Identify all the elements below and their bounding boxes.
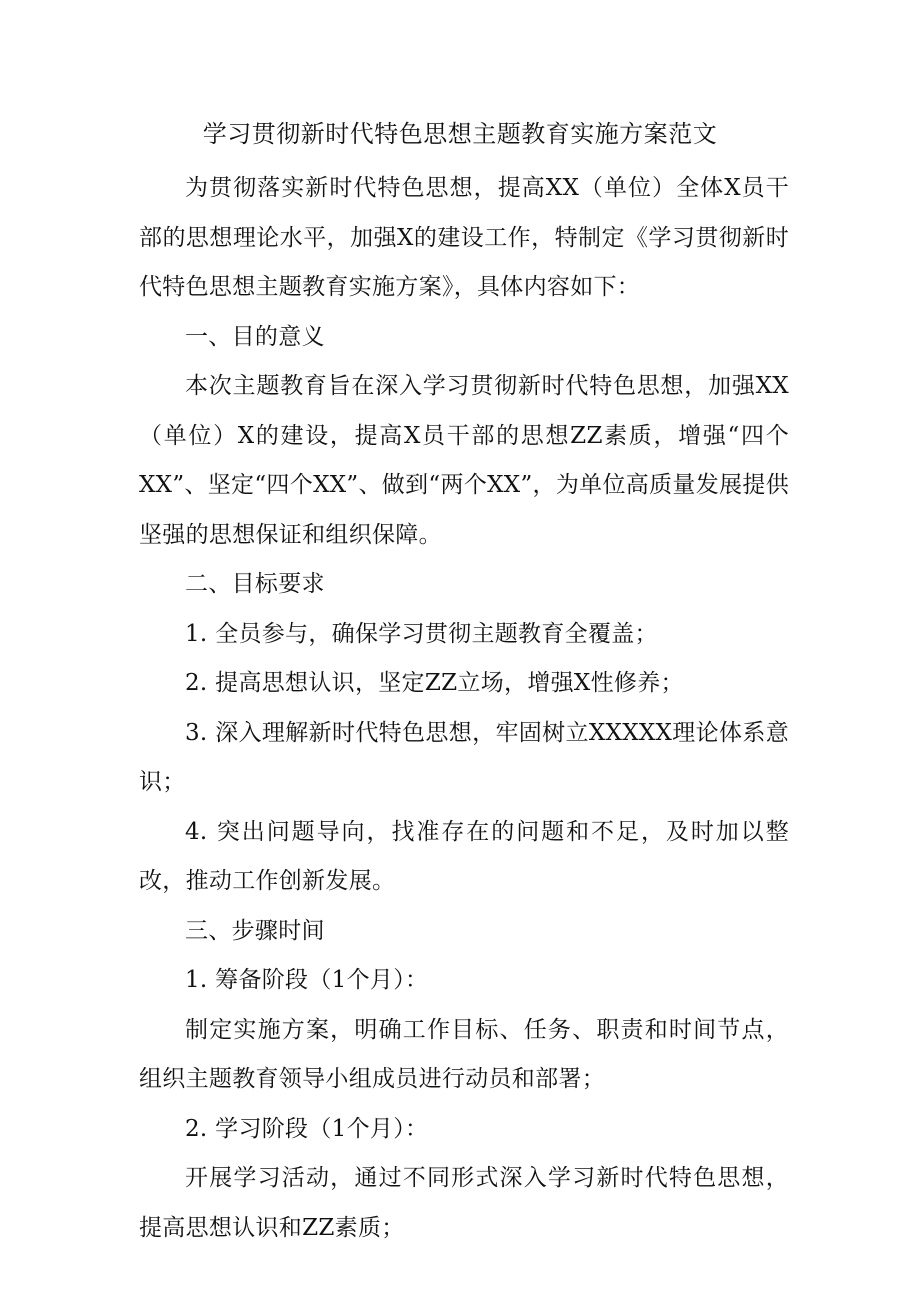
schedule-stage-2-heading: 2. 学习阶段（1个月）： <box>185 1115 429 1142</box>
section-heading-purpose: 一、目的意义 <box>185 323 325 350</box>
intro-paragraph: 为贯彻落实新时代特色思想，提高XX（单位）全体X员干部的思想理论水平，加强X的建设工作，特制定《学习贯彻新时代特色思想主题教育实施方案》，具体内容如下： <box>139 175 789 300</box>
section-heading-schedule: 三、步骤时间 <box>185 917 325 944</box>
goal-item-4: 4. 突出问题导向，找准存在的问题和不足，及时加以整改，推动工作创新发展。 <box>139 818 789 894</box>
purpose-paragraph: 本次主题教育旨在深入学习贯彻新时代特色思想，加强XX（单位）X的建设，提高X员干部的思想ZZ素质，增强“四个XX”、坚定“四个XX”、做到“两个XX”，为单位高质量发展提供坚强的思想保证和组织保障。 <box>139 373 789 548</box>
document-title: 学习贯彻新时代特色思想主题教育实施方案范文 <box>202 120 718 148</box>
goal-item-1: 1. 全员参与，确保学习贯彻主题教育全覆盖； <box>185 620 658 647</box>
schedule-stage-1-heading: 1. 筹备阶段（1个月）： <box>185 967 429 993</box>
section-heading-goals: 二、目标要求 <box>185 571 325 597</box>
goal-item-3: 3. 深入理解新时代特色思想，牢固树立XXXXX理论体系意识； <box>139 719 789 795</box>
goal-item-2: 2. 提高思想认识，坚定ZZ立场，增强X性修养； <box>185 670 684 696</box>
schedule-stage-2-text: 开展学习活动，通过不同形式深入学习新时代特色思想，提高思想认识和ZZ素质； <box>139 1165 789 1241</box>
document-body <box>139 164 789 1253</box>
schedule-stage-1-text: 制定实施方案，明确工作目标、任务、职责和时间节点，组织主题教育领导小组成员进行动员和部署； <box>139 1016 789 1092</box>
